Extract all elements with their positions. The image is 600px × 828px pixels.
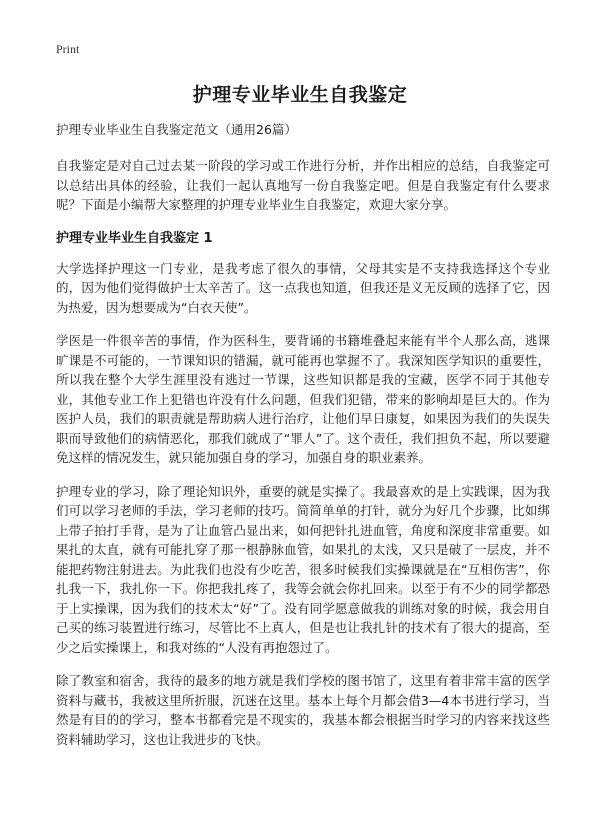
section-heading: 护理专业毕业生自我鉴定 1	[56, 230, 213, 246]
body-paragraph: 学医是一件很辛苦的事情，作为医科生，要背诵的书籍堆叠起来能有半个人那么高，逃课旷课是不可能的，一节课知识的错漏，就可能再也掌握不了。我深知医学知识的重要性，所以我在整个大学生涯里没有逃过一节课，这些知识都是我的宝藏，医学不同于其他专业，其他专业工作上犯错也许没有什么问题，但我们犯错，带来的影响却是巨大的。作为医护人员，我们的职责就是帮助病人进行治疗，让他们早日康复，如果因为我们的失误失职而导致他们的病情恶化，那我们就成了“罪人”了。这个责任，我们担负不起，所以要避免这样的情况发生，就只能加强自身的学习，加强自身的职业素养。	[56, 333, 550, 465]
print-link[interactable]: Print	[56, 42, 80, 56]
body-paragraph: 护理专业的学习，除了理论知识外，重要的就是实操了。我最喜欢的是上实践课，因为我们可以学习老师的手法，学习老师的技巧。简简单单的打针，就分为好几个步骤，比如绑上带子拍打手背，是为了让血管凸显出来，如何把针扎进血管，角度和深度非常重要。如果扎的太直，就有可能扎穿了那一根静脉血管，如果扎的太浅，又只是破了一层皮，并不能把药物注射进去。为此我们也没有少吃苦，很多时候我们实操课就是在“互相伤害”，你扎我一下，我扎你一下。你把我扎疼了，我等会就会你扎回来。以至于有不少的同学都恐于上实操课，因为我们的技术太“好”了。没有同学愿意做我的训练对象的时候，我会用自己买的练习装置进行练习，尽管比不上真人，但是也让我扎针的技术有了很大的提高，至少之后实操课上，和我对练的“人没有再抱怨过了。	[56, 483, 550, 655]
document-body	[56, 120, 550, 763]
body-paragraph: 大学选择护理这一门专业，是我考虑了很久的事情，父母其实是不支持我选择这个专业的，因为他们觉得做护士太辛苦了。这一点我也知道，但我还是义无反顾的选择了它，因为热爱，因为想要成为“白衣天使”。	[56, 260, 550, 315]
page-title: 护理专业毕业生自我鉴定	[192, 84, 408, 106]
body-paragraph: 除了教室和宿舍，我待的最多的地方就是我们学校的图书馆了，这里有着非常丰富的医学资料与藏书，我被这里所折服，沉迷在这里。基本上每个月都会借3—4本书进行学习，当然是有目的的学习，整本书都看完是不现实的，我基本都会根据当时学习的内容来找这些资料辅助学习，这也让我进步的飞快。	[56, 673, 550, 747]
document-subtitle: 护理专业毕业生自我鉴定范文（通用26篇）	[56, 122, 297, 137]
intro-paragraph: 自我鉴定是对自己过去某一阶段的学习或工作进行分析，并作出相应的总结，自我鉴定可以总结出具体的经验，让我们一起认真地写一份自我鉴定吧。但是自我鉴定有什么要求呢？下面是小编帮大家整理的护理专业毕业生自我鉴定，欢迎大家分享。	[56, 158, 550, 212]
